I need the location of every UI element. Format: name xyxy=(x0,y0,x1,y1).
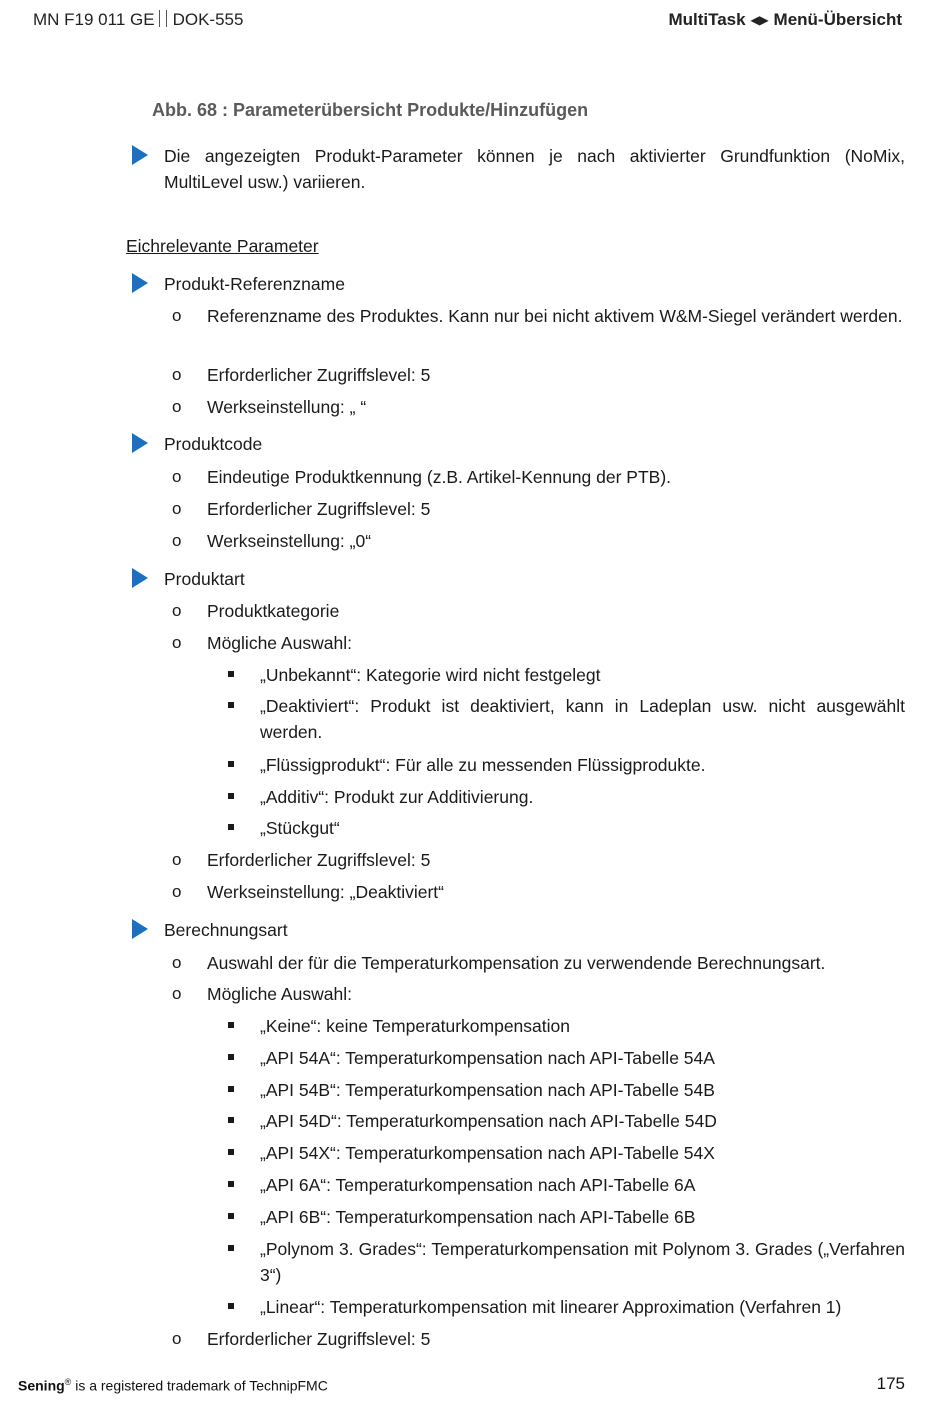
param-heading xyxy=(164,917,905,943)
option-item xyxy=(260,1204,905,1230)
option-text: „Keine“: keine Temperaturkompensation xyxy=(260,1016,570,1036)
option-item xyxy=(260,1077,905,1103)
circle-bullet-icon: o xyxy=(172,365,182,384)
option-text: „API 54B“: Temperaturkompensation nach API-Tabelle 54B xyxy=(260,1080,715,1100)
header-doc-id xyxy=(33,10,243,30)
option-item xyxy=(260,1236,905,1288)
option-item xyxy=(260,1172,905,1198)
square-bullet-icon xyxy=(228,1213,234,1219)
square-bullet-icon xyxy=(228,1245,234,1251)
option-text: „Deaktiviert“: Produkt ist deaktiviert, kann in Ladeplan usw. nicht ausgewählt werden. xyxy=(260,696,905,742)
list-item-text: Werkseinstellung: „ “ xyxy=(207,397,367,417)
list-item xyxy=(172,950,905,976)
option-text: „API 54D“: Temperaturkompensation nach API-Tabelle 54D xyxy=(260,1111,717,1131)
param-title: Produktcode xyxy=(164,434,263,454)
list-item xyxy=(172,528,905,554)
param-heading xyxy=(164,566,905,592)
list-item xyxy=(172,496,905,522)
trademark-text: is a registered trademark of TechnipFMC xyxy=(71,1377,328,1394)
square-bullet-icon xyxy=(228,824,234,830)
option-item xyxy=(260,1013,905,1039)
square-bullet-icon xyxy=(228,1022,234,1028)
circle-bullet-icon: o xyxy=(172,882,182,901)
list-item xyxy=(172,362,905,388)
triangle-bullet-icon xyxy=(132,433,148,453)
list-item-text: Eindeutige Produktkennung (z.B. Artikel-Kennung der PTB). xyxy=(207,467,672,487)
circle-bullet-icon: o xyxy=(172,499,182,518)
square-bullet-icon xyxy=(228,793,234,799)
option-text: „Additiv“: Produkt zur Additivierung. xyxy=(260,787,534,807)
registered-mark: ® xyxy=(64,1377,72,1387)
square-bullet-icon xyxy=(228,1086,234,1092)
option-item xyxy=(260,1108,905,1134)
list-item xyxy=(172,394,905,420)
option-item xyxy=(260,693,905,745)
option-text: „Polynom 3. Grades“: Temperaturkompensation mit Polynom 3. Grades („Verfahren 3“) xyxy=(260,1239,905,1285)
doc-number: MN F19 011 GE xyxy=(33,10,155,29)
square-bullet-icon xyxy=(228,671,234,677)
circle-bullet-icon: o xyxy=(172,601,182,620)
list-item-text: Erforderlicher Zugriffslevel: 5 xyxy=(207,850,431,870)
param-heading xyxy=(164,431,905,457)
option-text: „API 54A“: Temperaturkompensation nach API-Tabelle 54A xyxy=(260,1048,715,1068)
square-bullet-icon xyxy=(228,702,234,708)
list-item xyxy=(172,598,905,624)
circle-bullet-icon: o xyxy=(172,953,182,972)
list-item-text: Erforderlicher Zugriffslevel: 5 xyxy=(207,1329,431,1349)
option-item xyxy=(260,1045,905,1071)
option-item xyxy=(260,662,905,688)
list-item-text: Referenzname des Produktes. Kann nur bei nicht aktivem W&M-Siegel verändert werden. xyxy=(207,306,903,326)
triangle-bullet-icon xyxy=(132,273,148,293)
triangle-bullet-icon xyxy=(132,568,148,588)
triangle-bullet-icon xyxy=(132,145,148,165)
list-item-text: Werkseinstellung: „0“ xyxy=(207,531,372,551)
intro-note xyxy=(164,143,905,195)
page-number: 175 xyxy=(876,1374,905,1393)
circle-bullet-icon: o xyxy=(172,1329,182,1348)
list-item-text: Erforderlicher Zugriffslevel: 5 xyxy=(207,499,431,519)
figure-caption: Abb. 68 : Parameterübersicht Produkte/Hinzufügen xyxy=(152,100,589,120)
list-item xyxy=(172,879,905,905)
list-item xyxy=(172,847,905,873)
option-text: „API 54X“: Temperaturkompensation nach API-Tabelle 54X xyxy=(260,1143,715,1163)
param-title: Berechnungsart xyxy=(164,920,288,940)
option-item xyxy=(260,815,905,841)
option-text: „API 6B“: Temperaturkompensation nach API-Tabelle 6B xyxy=(260,1207,696,1227)
circle-bullet-icon: o xyxy=(172,850,182,869)
header-separator xyxy=(159,10,167,27)
square-bullet-icon xyxy=(228,1149,234,1155)
list-item-text: Mögliche Auswahl: xyxy=(207,984,352,1004)
circle-bullet-icon: o xyxy=(172,531,182,550)
option-item xyxy=(260,1294,905,1320)
param-heading xyxy=(164,271,905,297)
list-item-text: Produktkategorie xyxy=(207,601,340,621)
square-bullet-icon xyxy=(228,1054,234,1060)
square-bullet-icon xyxy=(228,1181,234,1187)
option-item xyxy=(260,752,905,778)
header-title xyxy=(668,10,902,30)
option-text: „Linear“: Temperaturkompensation mit linearer Approximation (Verfahren 1) xyxy=(260,1297,842,1317)
square-bullet-icon xyxy=(228,761,234,767)
intro-text: Die angezeigten Produkt-Parameter können je nach aktivierter Grundfunktion (NoMix, MultiLevel usw.) variieren. xyxy=(164,146,905,192)
list-item xyxy=(172,464,905,490)
section-heading: Eichrelevante Parameter xyxy=(126,236,319,256)
circle-bullet-icon: o xyxy=(172,306,182,325)
square-bullet-icon xyxy=(228,1303,234,1309)
param-title: Produkt-Referenzname xyxy=(164,274,345,294)
option-text: „Flüssigprodukt“: Für alle zu messenden Flüssigprodukte. xyxy=(260,755,706,775)
option-text: „Unbekannt“: Kategorie wird nicht festgelegt xyxy=(260,665,601,685)
list-item-text: Werkseinstellung: „Deaktiviert“ xyxy=(207,882,444,902)
option-text: „Stückgut“ xyxy=(260,818,340,838)
option-item xyxy=(260,1140,905,1166)
footer-trademark xyxy=(18,1377,328,1394)
circle-bullet-icon: o xyxy=(172,633,182,652)
triangle-bullet-icon xyxy=(132,919,148,939)
list-item xyxy=(172,303,905,329)
product-name: MultiTask xyxy=(668,10,746,29)
list-item-text: Erforderlicher Zugriffslevel: 5 xyxy=(207,365,431,385)
list-item xyxy=(172,981,905,1007)
list-item xyxy=(172,1326,905,1352)
section-name: Menü-Übersicht xyxy=(773,10,902,29)
nav-arrows-icon: ◀▶ xyxy=(750,13,769,27)
circle-bullet-icon: o xyxy=(172,397,182,416)
option-text: „API 6A“: Temperaturkompensation nach API-Tabelle 6A xyxy=(260,1175,696,1195)
option-item xyxy=(260,784,905,810)
circle-bullet-icon: o xyxy=(172,984,182,1003)
square-bullet-icon xyxy=(228,1117,234,1123)
circle-bullet-icon: o xyxy=(172,467,182,486)
brand-name: Sening xyxy=(18,1377,65,1394)
list-item-text: Auswahl der für die Temperaturkompensation zu verwendende Berechnungsart. xyxy=(207,953,826,973)
doc-code: DOK-555 xyxy=(172,10,244,29)
param-title: Produktart xyxy=(164,569,245,589)
list-item xyxy=(172,630,905,656)
list-item-text: Mögliche Auswahl: xyxy=(207,633,352,653)
